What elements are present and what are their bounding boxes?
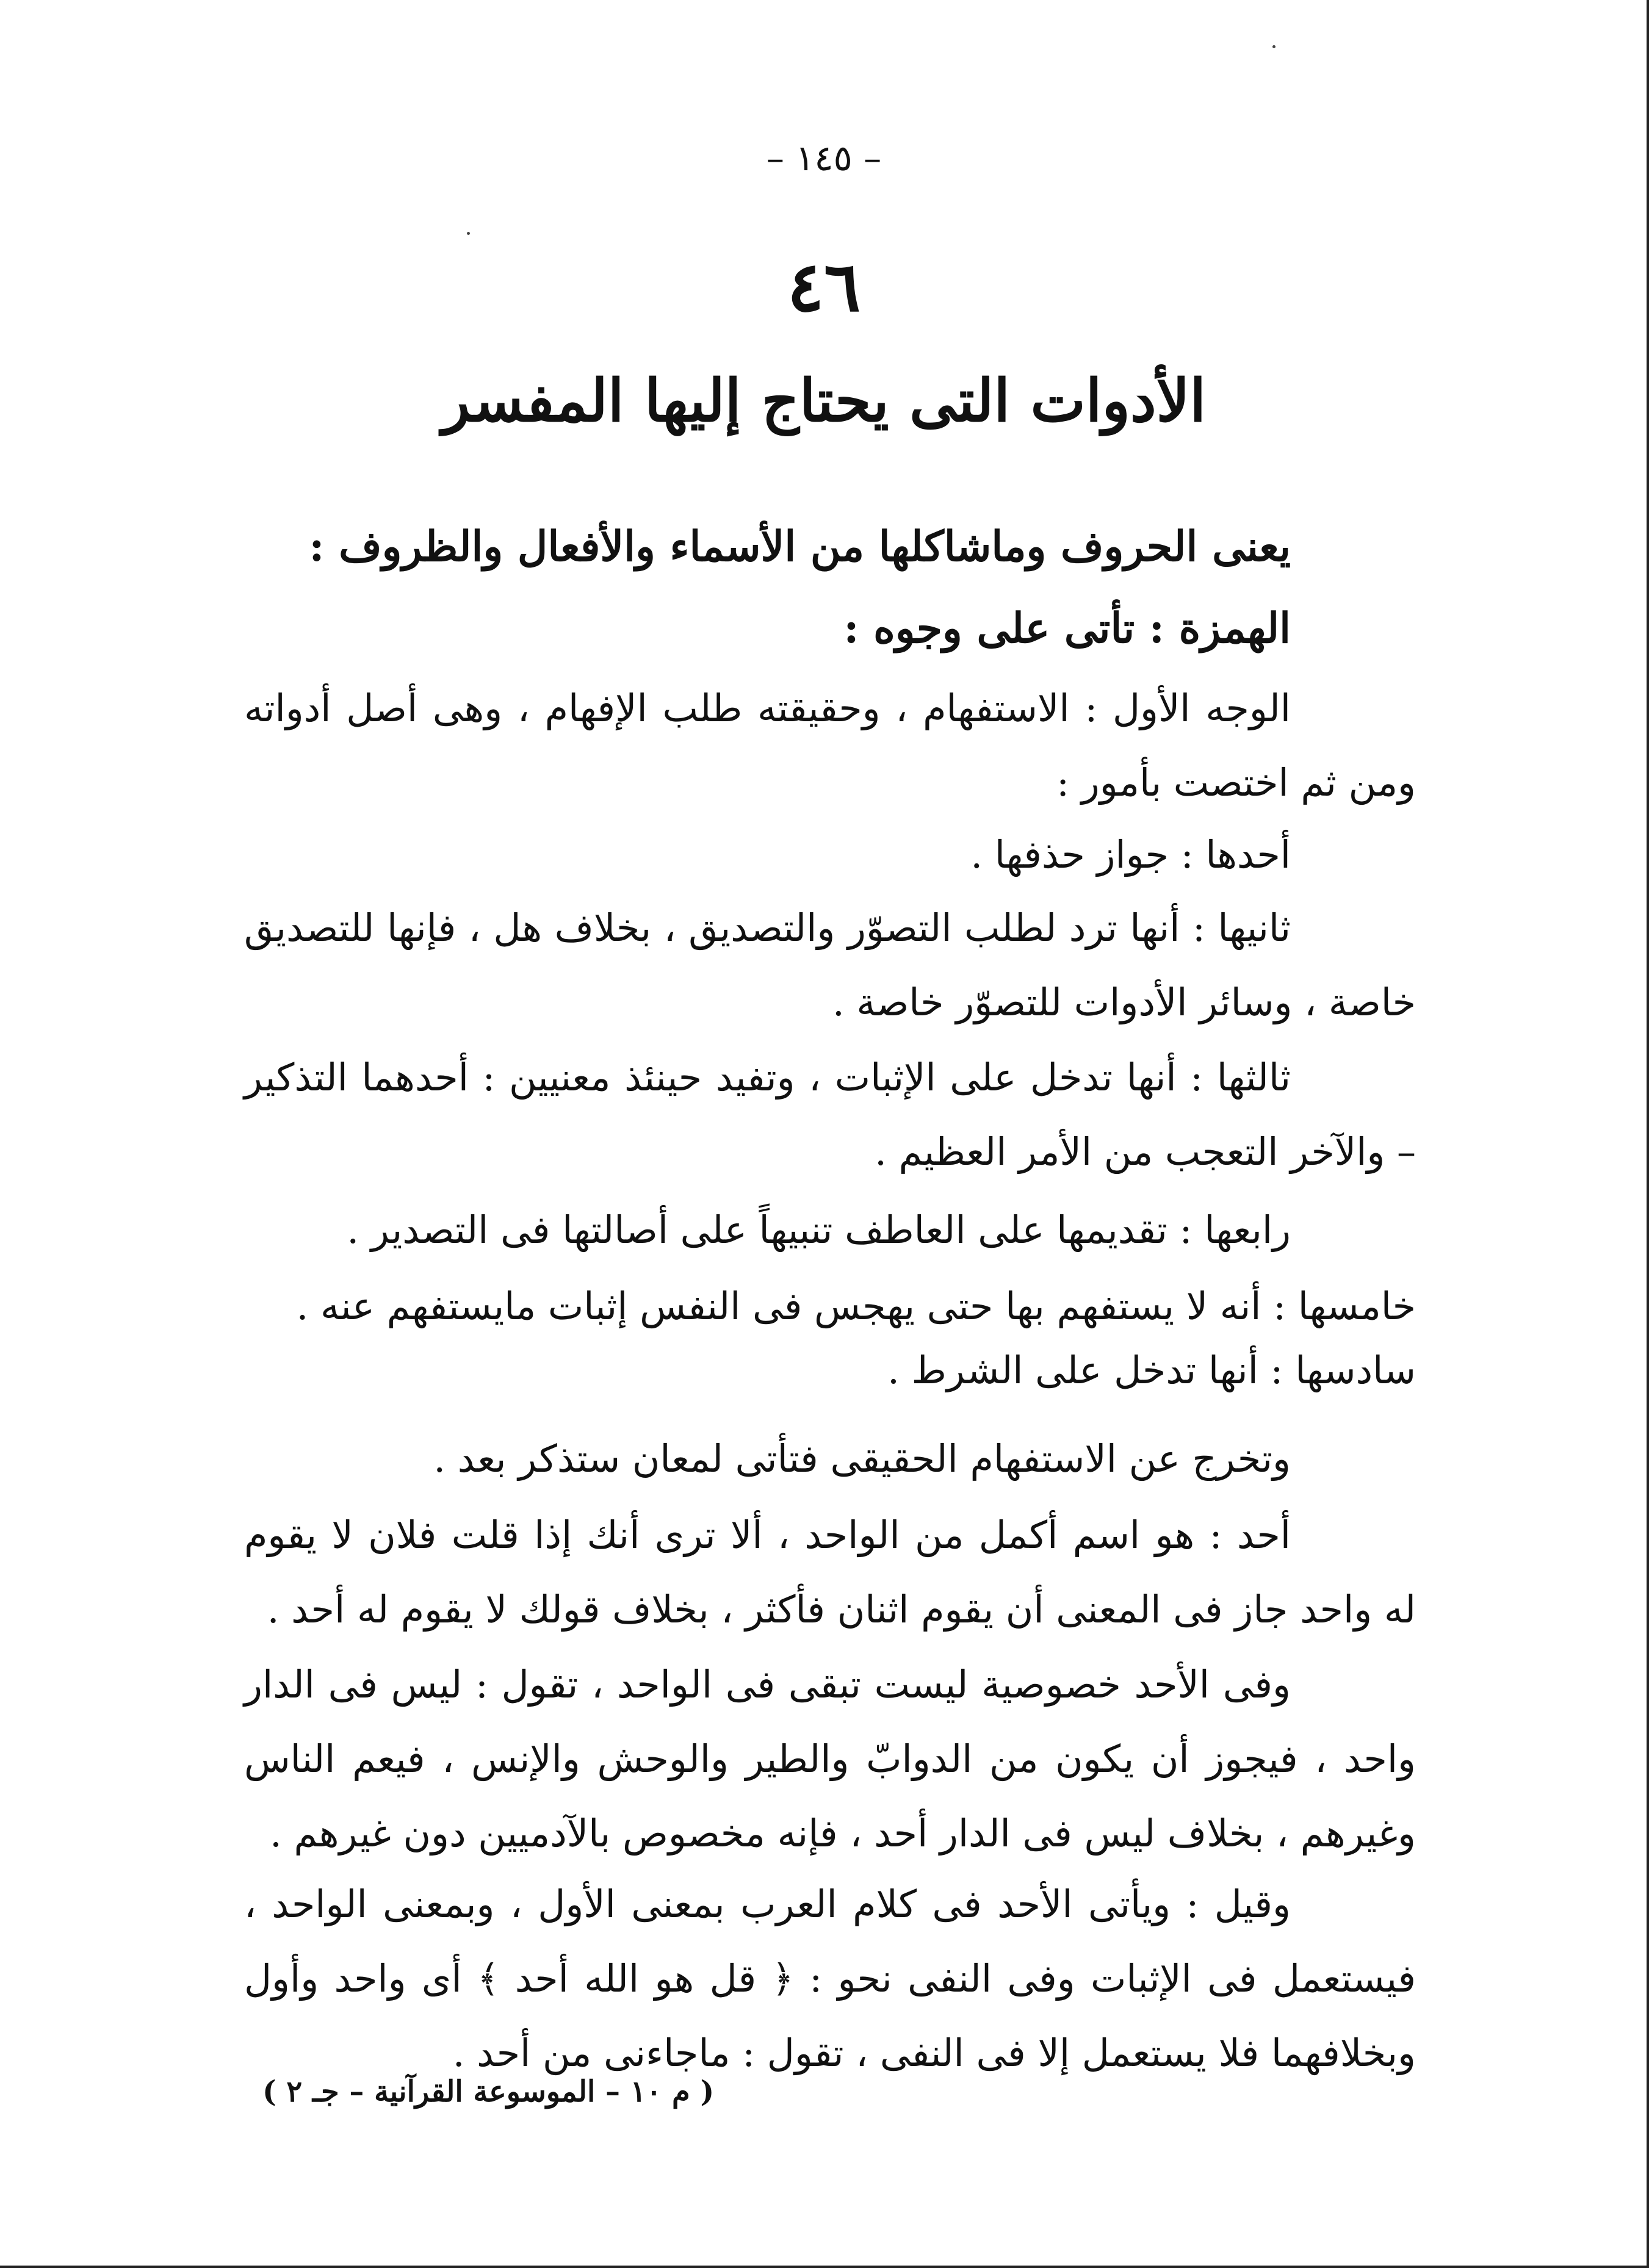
paragraph-block — [244, 1193, 1416, 1267]
paragraph-block — [244, 1040, 1416, 1189]
paragraph-block — [244, 1269, 1416, 1344]
paragraph-block — [244, 1867, 1416, 2090]
subhead: الهمزة : تأتى على وجوه : — [843, 604, 1291, 653]
subhead-2-block — [244, 594, 1416, 663]
paragraph-ahad-specificity: وفى الأحد خصوصية ليست تبقى فى الواحد ، تقول : ليس فى الدار واحد ، فيجوز أن يكون من الدوابّ والطير والوحش والإنس ، فيعم الناس وغيرهم ، بخلاف ليس فى الدار أحد ، فإنه مخصوص بالآدميين دون غيرهم . — [244, 1662, 1416, 1856]
page-number: – ١٤٥ – — [766, 137, 882, 179]
paragraph-fifth-point: خامسها : أنه لا يستفهم بها حتى يهجس فى النفس إثبات مايستفهم عنه . — [296, 1284, 1416, 1328]
paragraph-block — [244, 1647, 1416, 1871]
paragraph-first-point: أحدها : جواز حذفها . — [970, 832, 1291, 877]
paragraph-ahad-definition: أحد : هو اسم أكمل من الواحد ، ألا ترى أنك إذا قلت فلان لا يقوم له واحد جاز فى المعنى أن يقوم اثنان فأكثر ، بخلاف قولك لا يقوم له أحد . — [244, 1513, 1416, 1632]
paragraph-block — [244, 891, 1416, 1040]
paragraph-istifham: الوجه الأول : الاستفهام ، وحقيقته طلب الإفهام ، وهى أصل أدواته ومن ثم اختصت بأمور : — [244, 686, 1416, 805]
paragraph-block — [244, 818, 1416, 892]
chapter-title: الأدوات التى يحتاج إليها المفسر — [441, 366, 1207, 435]
chapter-number: ٤٦ — [787, 247, 861, 327]
scan-border-right — [1647, 0, 1649, 2268]
scan-border-bottom — [0, 2266, 1649, 2268]
subhead: يعنى الحروف وماشاكلها من الأسماء والأفعال والظروف : — [309, 522, 1291, 571]
paragraph-block — [244, 1333, 1416, 1408]
paragraph-block — [244, 671, 1416, 820]
scan-speck — [467, 232, 470, 235]
paragraph-third-point: ثالثها : أنها تدخل على الإثبات ، وتفيد حينئذ معنيين : أحدهما التذكير – والآخر التعجب من الأمر العظيم . — [244, 1055, 1416, 1174]
paragraph-fourth-point: رابعها : تقديمها على العاطف تنبيهاً على أصالتها فى التصدير . — [347, 1208, 1291, 1252]
paragraph-block — [244, 1422, 1416, 1496]
page-footer: ( م ١٠ – الموسوعة القرآنية – جـ ٢ ) — [262, 2075, 715, 2109]
paragraph-second-point: ثانيها : أنها ترد لطلب التصوّر والتصديق ، بخلاف هل ، فإنها للتصديق خاصة ، وسائر الأدوات للتصوّر خاصة . — [244, 905, 1416, 1024]
subhead-1-block — [244, 513, 1416, 581]
scan-speck — [1272, 45, 1276, 48]
paragraph-ahad-usage: وقيل : ويأتى الأحد فى كلام العرب بمعنى الأول ، وبمعنى الواحد ، فيستعمل فى الإثبات وفى النفى نحو : ﴿ قل هو الله أحد ﴾ أى واحد وأول وبخلافهما فلا يستعمل إلا فى النفى ، تقول : ماجاءنى من أحد . — [244, 1882, 1416, 2075]
paragraph-sixth-point: سادسها : أنها تدخل على الشرط . — [887, 1348, 1416, 1392]
paragraph-block — [244, 1498, 1416, 1647]
paragraph-other-meanings: وتخرج عن الاستفهام الحقيقى فتأتى لمعان ستذكر بعد . — [433, 1436, 1291, 1481]
